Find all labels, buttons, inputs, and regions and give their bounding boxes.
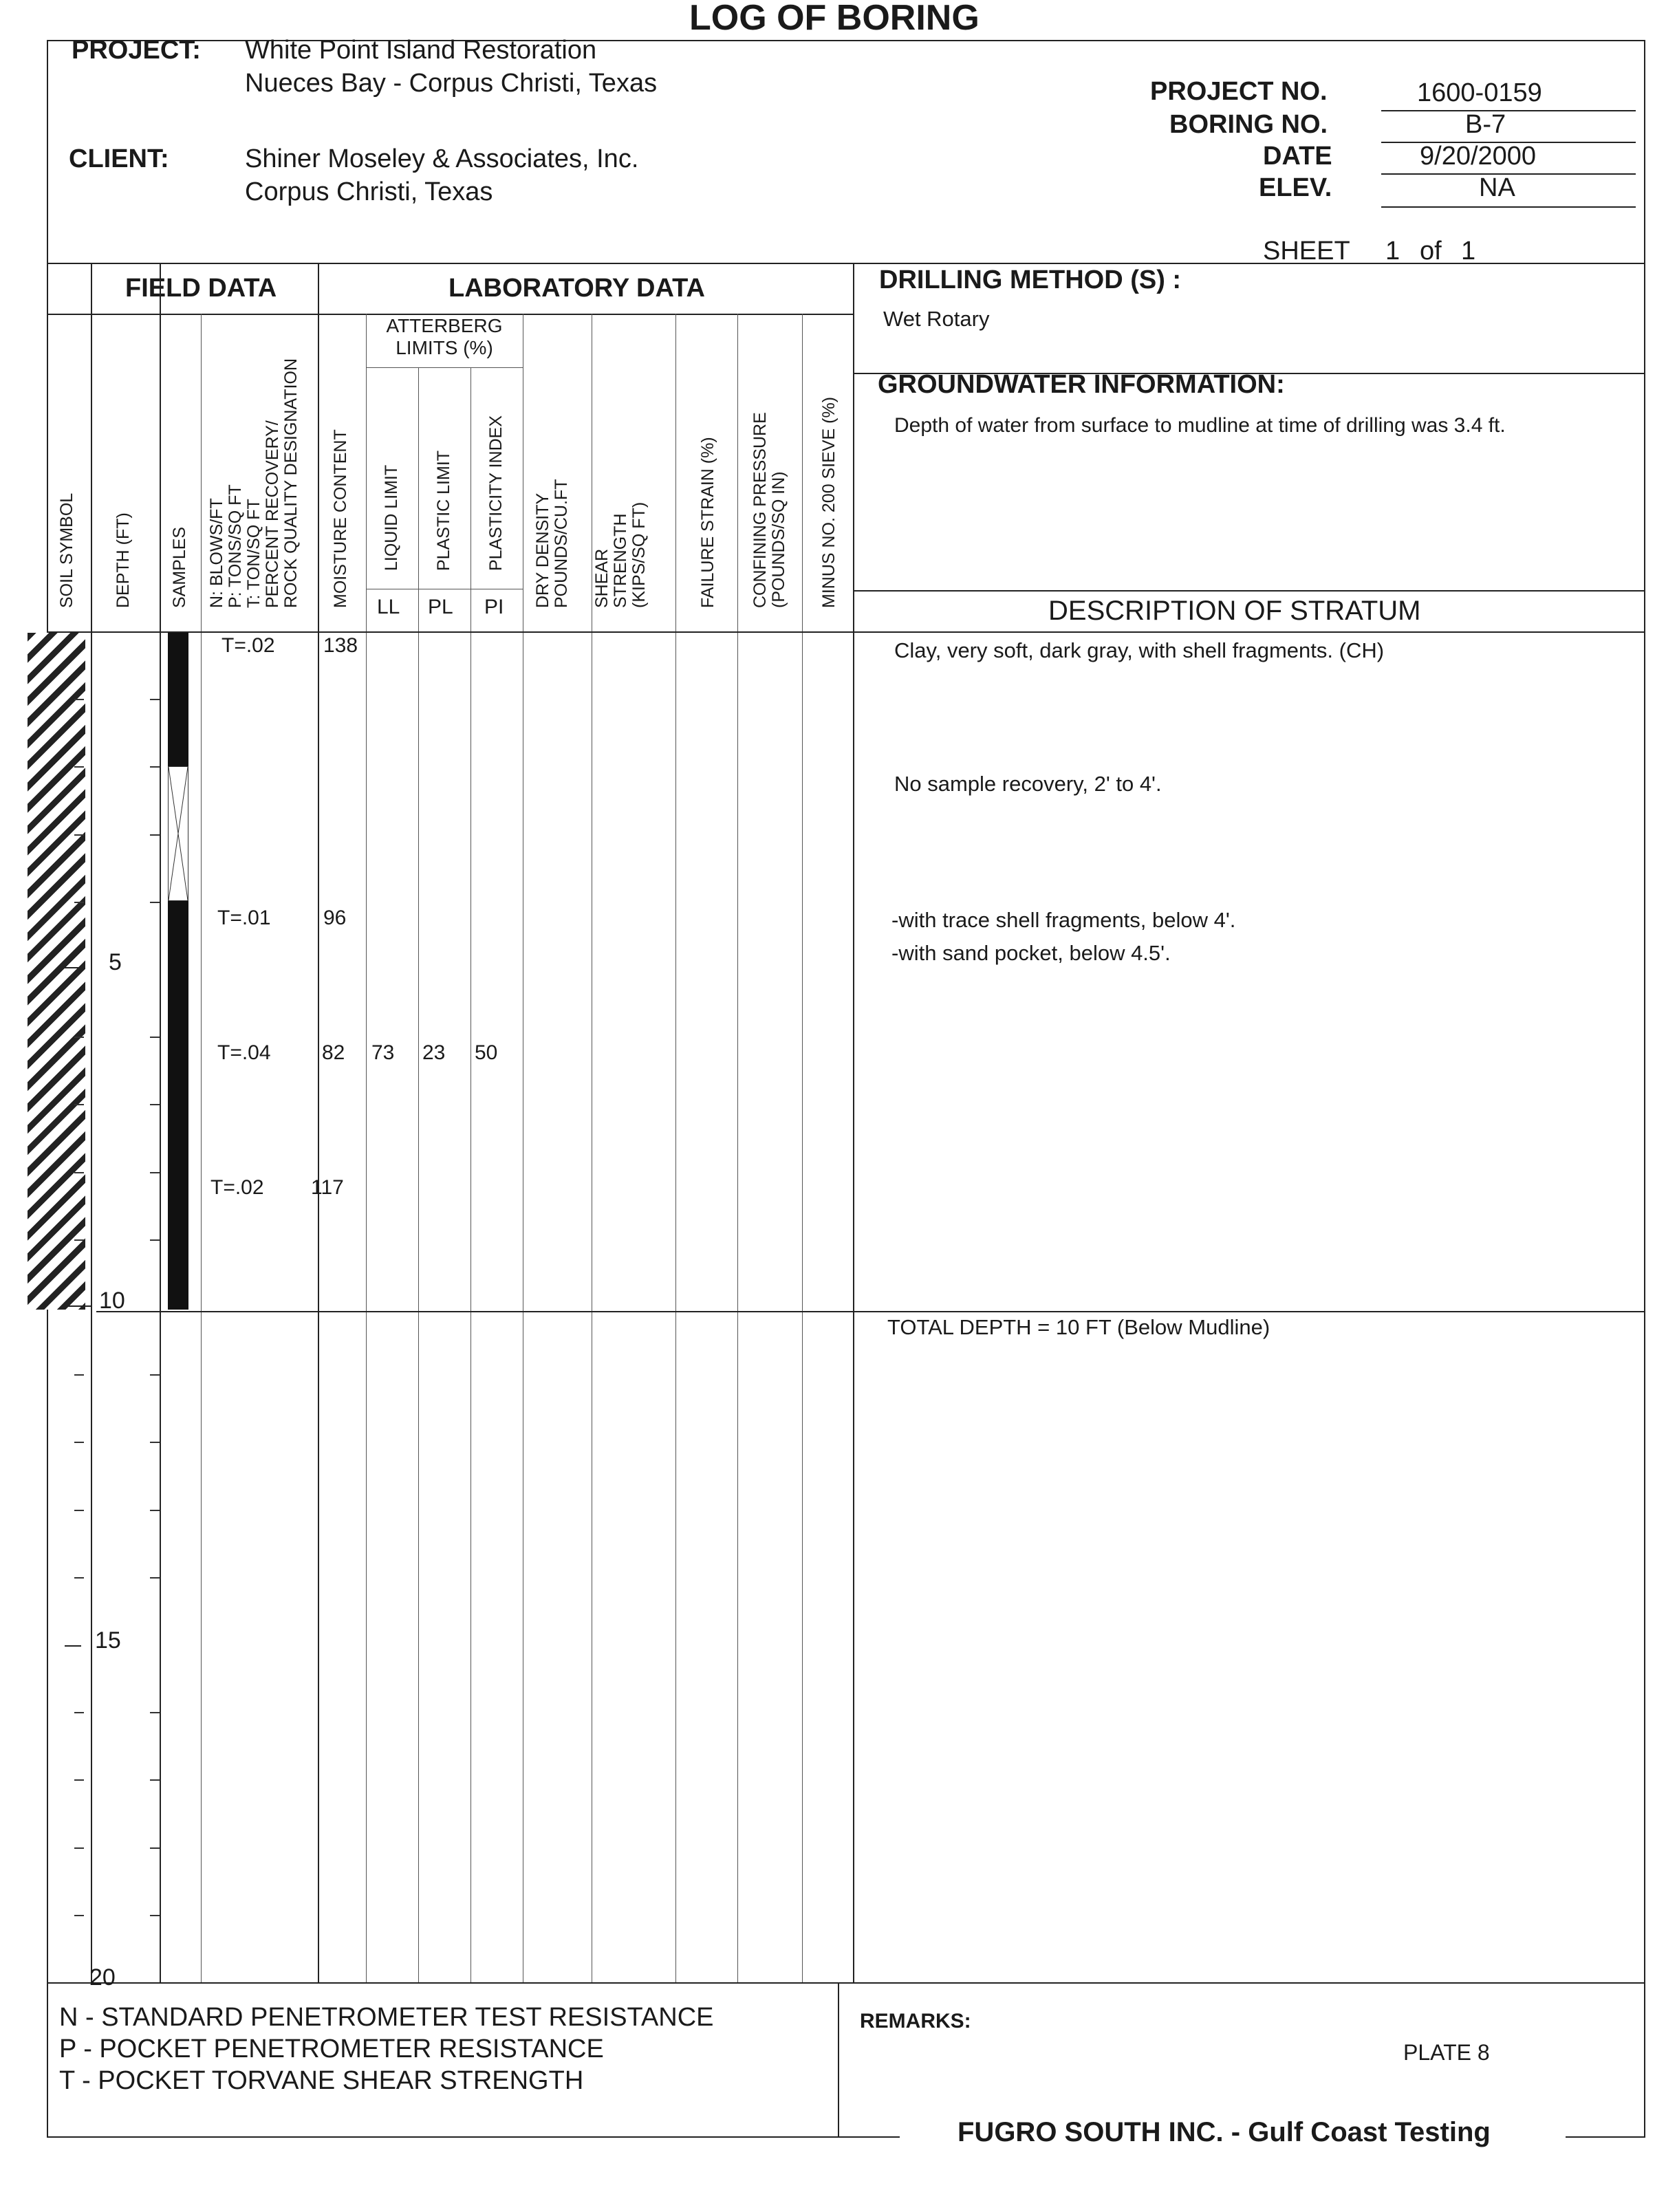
depth-minor-tick: [74, 1442, 84, 1443]
project-line1: White Point Island Restoration: [245, 36, 597, 65]
soil-symbol-header: SOIL SYMBOL: [57, 492, 76, 608]
no-recovery-box: [168, 766, 188, 901]
row4-blows: T=.02: [210, 1176, 264, 1199]
depth-minor-tick: [74, 834, 84, 836]
soil-symbol-hatch: [28, 633, 85, 1310]
total-depth-line: [96, 1311, 1644, 1312]
col-line-moisture: [366, 314, 367, 1982]
samples-header: SAMPLES: [170, 526, 189, 608]
sheet-number: 1: [1385, 237, 1400, 265]
project-line2: Nueces Bay - Corpus Christi, Texas: [245, 69, 658, 98]
sample-bar-2: [168, 901, 188, 1310]
col-line-strain: [737, 314, 738, 1982]
drilling-method-value: Wet Rotary: [883, 307, 990, 331]
row4-moisture: 117: [311, 1176, 344, 1199]
client-label: CLIENT:: [69, 144, 169, 173]
ll-label: LL: [377, 596, 400, 618]
groundwater-label: GROUNDWATER INFORMATION:: [878, 370, 1285, 399]
col-line-samples: [201, 314, 202, 1982]
confining-pressure-header: CONFINING PRESSURE (POUNDS/SQ IN): [750, 412, 788, 608]
blows-header: N: BLOWS/FT P: TONS/SQ FT T: TON/SQ FT PERCENT RECOVERY/ ROCK QUALITY DESIGNATION: [207, 358, 301, 608]
atterberg-header: ATTERBERG LIMITS (%): [386, 315, 503, 358]
plasticity-index-header: PLASTICITY INDEX: [486, 415, 506, 571]
shear-strength-header: SHEAR STRENGTH (KIPS/SQ FT): [592, 501, 649, 608]
footer-bottom-left: [47, 2136, 900, 2138]
tick-15: [65, 1645, 81, 1647]
description-header-top: [853, 590, 1644, 592]
grid-top-line: [47, 631, 1644, 633]
depth-minor-tick: [150, 1510, 160, 1511]
client-line2: Corpus Christi, Texas: [245, 177, 493, 206]
depth-minor-tick: [74, 1779, 84, 1781]
boring-no-label: BORING NO.: [1169, 110, 1328, 139]
col-line-shear: [675, 314, 676, 1982]
sheet-of: of: [1420, 237, 1442, 265]
date-value: 9/20/2000: [1420, 142, 1537, 171]
liquid-limit-header: LIQUID LIMIT: [382, 464, 401, 571]
depth-minor-tick: [150, 834, 160, 836]
tick-20: [59, 1982, 80, 1984]
tick-10: [65, 1305, 91, 1307]
depth-minor-tick: [150, 1374, 160, 1376]
pl-label: PL: [428, 596, 453, 618]
sheet-total: 1: [1461, 237, 1476, 265]
depth-label-20: 20: [89, 1964, 116, 1991]
field-data-header: FIELD DATA: [125, 274, 277, 303]
depth-minor-tick: [150, 902, 160, 903]
depth-minor-tick: [150, 1037, 160, 1038]
row3-blows: T=.04: [217, 1041, 271, 1064]
depth-minor-tick: [74, 1104, 84, 1105]
date-label: DATE: [1263, 142, 1332, 171]
col-line-depth: [160, 263, 161, 1982]
col-line-minus200: [853, 263, 854, 1982]
remarks-label: REMARKS:: [860, 2010, 971, 2032]
depth-minor-tick: [74, 1577, 84, 1579]
laboratory-data-header: LABORATORY DATA: [448, 274, 705, 303]
project-no-label: PROJECT NO.: [1150, 77, 1328, 106]
elev-label: ELEV.: [1259, 173, 1332, 202]
depth-minor-tick: [150, 1239, 160, 1241]
depth-minor-tick: [74, 1037, 84, 1038]
depth-label-5: 5: [109, 949, 122, 975]
depth-minor-tick: [74, 1847, 84, 1849]
moisture-header: MOISTURE CONTENT: [331, 429, 350, 608]
boring-no-value: B-7: [1465, 110, 1506, 139]
tick-5: [65, 967, 81, 968]
row2-moisture: 96: [323, 907, 347, 929]
desc-total-depth: TOTAL DEPTH = 10 FT (Below Mudline): [887, 1315, 1270, 1339]
col-line-soil: [91, 263, 92, 1982]
right-border: [1644, 40, 1645, 2136]
legend-t: T - POCKET TORVANE SHEAR STRENGTH: [59, 2066, 584, 2095]
pi-label: PI: [484, 596, 504, 618]
header-separator: [47, 263, 1644, 264]
depth-minor-tick: [74, 766, 84, 768]
depth-minor-tick: [74, 1510, 84, 1511]
desc-sand-pocket: -with sand pocket, below 4.5'.: [891, 941, 1171, 965]
depth-minor-tick: [150, 1172, 160, 1173]
legend-n: N - STANDARD PENETROMETER TEST RESISTANCE: [59, 2003, 714, 2032]
depth-minor-tick: [150, 1442, 160, 1443]
col-line-pl: [470, 367, 471, 1982]
depth-minor-tick: [74, 1172, 84, 1173]
elev-underline: [1381, 206, 1636, 208]
company-name: FUGRO SOUTH INC. - Gulf Coast Testing: [958, 2117, 1491, 2147]
page-title: LOG OF BORING: [689, 0, 980, 38]
minus-200-header: MINUS NO. 200 SIEVE (%): [819, 396, 839, 608]
col-line-confining: [802, 314, 803, 1982]
depth-label-15: 15: [95, 1627, 121, 1653]
col-line-blows: [318, 263, 319, 1982]
depth-minor-tick: [150, 1915, 160, 1916]
depth-minor-tick: [74, 1712, 84, 1713]
depth-minor-tick: [150, 766, 160, 768]
desc-clay: Clay, very soft, dark gray, with shell fragments. (CH): [894, 638, 1385, 662]
depth-minor-tick: [74, 902, 84, 903]
row3-pi: 50: [475, 1041, 498, 1064]
depth-header: DEPTH (FT): [113, 512, 133, 608]
desc-no-recovery: No sample recovery, 2' to 4'.: [894, 772, 1162, 796]
depth-minor-tick: [150, 1779, 160, 1781]
plate-label: PLATE 8: [1403, 2040, 1490, 2065]
footer-bottom-right: [1566, 2136, 1645, 2138]
row3-ll: 73: [371, 1041, 395, 1064]
col-line-ll: [418, 367, 419, 1982]
depth-minor-tick: [74, 1374, 84, 1376]
project-label: PROJECT:: [72, 36, 201, 65]
depth-minor-tick: [74, 1915, 84, 1916]
depth-minor-tick: [150, 1577, 160, 1579]
dry-density-header: DRY DENSITY POUNDS/CU.FT: [533, 479, 571, 608]
depth-minor-tick: [74, 699, 84, 700]
client-line1: Shiner Moseley & Associates, Inc.: [245, 144, 639, 173]
sample-bar-1: [168, 633, 188, 766]
atterberg-underline: [366, 367, 523, 368]
failure-strain-header: FAILURE STRAIN (%): [698, 437, 717, 608]
grid-bottom-line: [47, 1982, 1644, 1984]
project-no-underline: [1381, 110, 1636, 111]
elev-value: NA: [1479, 173, 1515, 202]
description-header: DESCRIPTION OF STRATUM: [1048, 596, 1421, 626]
depth-label-10: 10: [99, 1288, 125, 1314]
project-no-value: 1600-0159: [1417, 78, 1542, 107]
depth-minor-tick: [74, 1239, 84, 1241]
footer-divider: [838, 1982, 839, 2136]
desc-trace-shell: -with trace shell fragments, below 4'.: [891, 908, 1236, 932]
no-recovery-cross: [169, 767, 188, 900]
row2-blows: T=.01: [217, 907, 271, 929]
row1-blows: T=.02: [221, 634, 275, 657]
row3-moisture: 82: [322, 1041, 345, 1064]
depth-minor-tick: [150, 699, 160, 700]
sheet-label: SHEET: [1263, 237, 1350, 265]
drilling-method-label: DRILLING METHOD (S) :: [879, 265, 1182, 294]
row3-pl: 23: [422, 1041, 446, 1064]
groundwater-value: Depth of water from surface to mudline at time of drilling was 3.4 ft.: [894, 414, 1506, 437]
depth-minor-tick: [150, 1847, 160, 1849]
row1-moisture: 138: [323, 634, 358, 657]
legend-p: P - POCKET PENETROMETER RESISTANCE: [59, 2035, 604, 2063]
depth-minor-tick: [150, 1712, 160, 1713]
depth-minor-tick: [150, 1104, 160, 1105]
plastic-limit-header: PLASTIC LIMIT: [434, 450, 453, 571]
